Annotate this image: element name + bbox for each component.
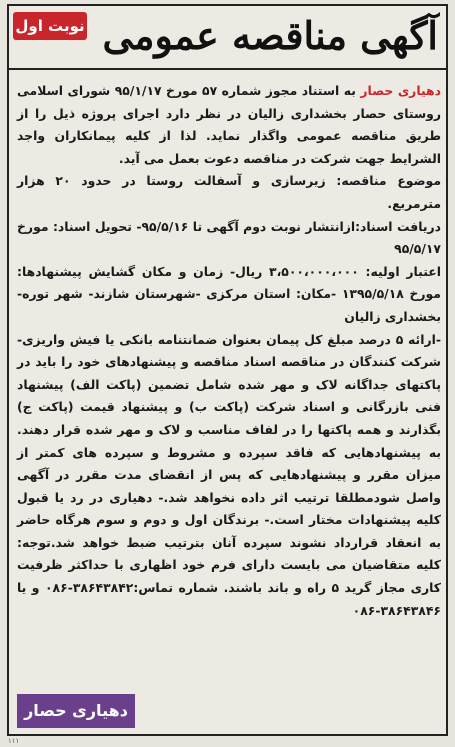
tender-conditions: -ارائه ۵ درصد مبلغ کل پیمان بعنوان ضمانتنامه بانکی یا فیش واریزی- شرکت کنندگان در مناقصه اسناد مناقصه و پیشنهادهای خود را باید در پاکتهای جداگانه لاک و مهر شده شامل تضمین (پاکت الف) پیشنهاد فنی بازرگانی و اسناد شرکت (پاکت ب) و پیشنهاد قیمت (پاکت ج) بگذارند و همه پاکتها را در لفاف مناسب و لاک و مهر شده قرار دهند. به پیشنهادهایی که فاقد سپرده و مشروط و سپرده های کمتر از میزان مقرر و پیشنهادهایی که پس از انقضای مدت مقرر در آگهی واصل شودمطلقا ترتیب اثر داده نخواهد شد.- دهیاری در رد یا قبول کلیه پیشنهادات مختار است.- برندگان اول و دوم و سوم هرگاه حاضر به انعقاد قرارداد نشوند سپرده آنان بترتیب ضبط خواهد شد.توجه: کلیه متقاضیان می بایست دارای فرم خود اظهاری با حداکثر ظرفیت کاری مجاز گرید ۵ راه و باند باشند. شماره تماس:۳۸۶۴۳۸۴۲-۰۸۶ و یا ۳۸۶۴۳۸۴۶-۰۸۶: [17, 331, 441, 618]
intro-paragraph: [17, 80, 441, 170]
advertisement-body: [17, 80, 441, 622]
tender-subject: موضوع مناقصه: زیرسازی و آسفالت روستا در حدود ۲۰ هزار مترمربع.: [17, 173, 441, 211]
document-dates: دریافت اسناد:ازانتشار نوبت دوم آگهی تا ۹۵/۵/۱۶- تحویل اسناد: مورخ ۹۵/۵/۱۷: [17, 218, 442, 257]
intro-text: به استناد مجوز شماره ۵۷ مورخ ۹۵/۱/۱۷ شورای اسلامی روستای حصار بخشداری زالیان در نظر دارد اجرای پروژه ذیل را از طریق مناقصه عمومی واگذار نماید. لذا از کلیه پیمانکاران واجد الشرایط جهت شرکت در مناقصه دعوت بعمل می آید.: [17, 83, 441, 166]
page-number: ۱۱۱: [8, 737, 20, 745]
issuer-name: دهیاری حصار: [360, 83, 441, 98]
initial-credit: اعتبار اولیه: ۳،۵۰۰،۰۰۰،۰۰۰ ریال- زمان و مکان گشایش پیشنهادها: مورخ ۱۳۹۵/۵/۱۸ -مکان: استان مرکزی -شهرستان شازند- شهر توره- بخشداری زالیان: [17, 263, 441, 324]
advertisement-frame: [7, 4, 448, 736]
advertisement-title: آگهی مناقصه عمومی: [102, 13, 438, 58]
first-round-badge: نوبت اول: [13, 12, 87, 40]
advertisement-header: [9, 6, 446, 70]
issuer-signature-box: دهیاری حصار: [17, 694, 135, 728]
